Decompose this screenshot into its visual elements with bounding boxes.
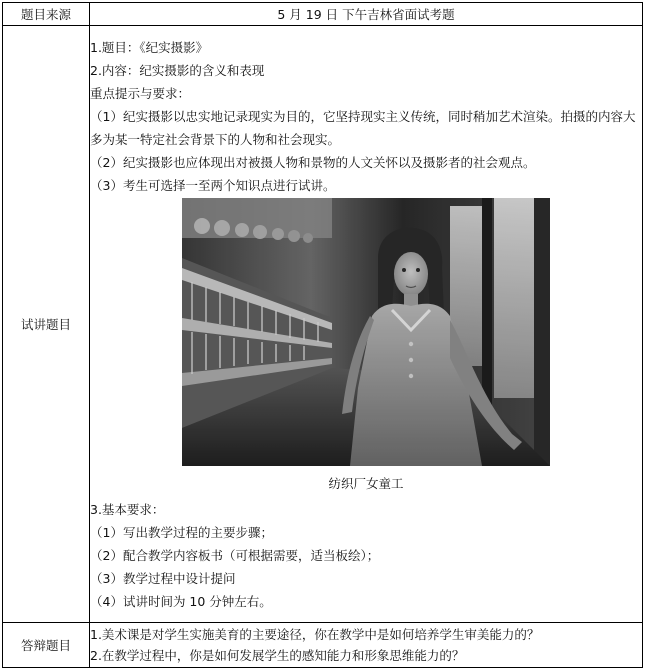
key-point-1: （1）纪实摄影以忠实地记录现实为目的，它坚持现实主义传统，同时稍加艺术渲染。拍摄的内容大多为某一特定社会背景下的人物和社会现实。	[90, 108, 636, 147]
basic-requirements-heading: 3.基本要求：	[90, 501, 165, 517]
requirement-1: （1）写出教学过程的主要步骤；	[90, 524, 273, 540]
defense-question-2: 2.在教学过程中，你是如何发展学生的感知能力和形象思维能力的？	[90, 648, 465, 663]
lecture-row	[3, 26, 643, 623]
key-point-2: （2）纪实摄影也应体现出对被摄人物和景物的人文关怀以及摄影者的社会观点。	[90, 154, 536, 170]
lecture-title-line: 1.题目：《纪实摄影》	[90, 39, 209, 55]
defense-label: 答辩题目	[3, 623, 90, 668]
photo-caption: 纺织厂女童工	[328, 475, 404, 491]
defense-question-1: 1.美术课是对学生实施美育的主要途径，你在教学中是如何培养学生审美能力的？	[90, 627, 540, 642]
defense-row	[3, 623, 643, 668]
lecture-content	[90, 26, 643, 623]
lecture-content-line: 2.内容：纪实摄影的含义和表现	[90, 62, 265, 78]
requirement-3: （3）教学过程中设计提问	[90, 570, 236, 586]
requirement-2: （2）配合教学内容板书（可根据需要，适当板绘）；	[90, 547, 380, 563]
factory-girl-photo	[182, 198, 550, 466]
exam-table	[2, 2, 643, 668]
key-points-heading: 重点提示与要求：	[90, 85, 191, 101]
key-point-3: （3）考生可选择一至两个知识点进行试讲。	[90, 177, 336, 193]
source-row	[3, 3, 643, 26]
requirement-4: （4）试讲时间为 10 分钟左右。	[90, 593, 272, 609]
source-label: 题目来源	[3, 3, 90, 26]
defense-content	[90, 623, 643, 668]
source-value: 5 月 19 日 下午吉林省面试考题	[90, 3, 643, 26]
lecture-label: 试讲题目	[3, 26, 90, 623]
photo-figure	[90, 198, 642, 496]
